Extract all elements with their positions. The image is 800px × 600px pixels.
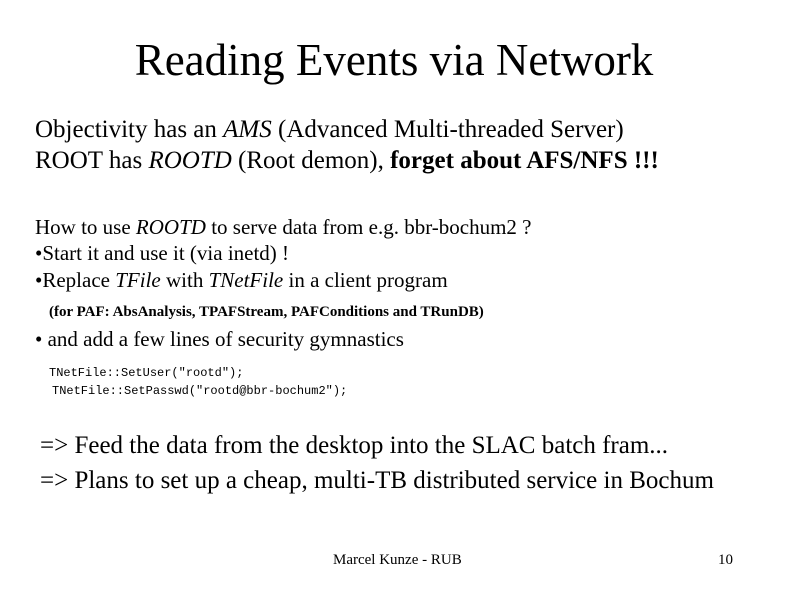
text: (Root demon), — [231, 147, 391, 174]
text: to serve data from e.g. bbr-bochum2 ? — [205, 215, 532, 239]
how-to-line — [35, 214, 532, 240]
text: ROOT has — [35, 147, 149, 174]
paf-note: (for PAF: AbsAnalysis, TPAFStream, PAFConditions and TRunDB) — [49, 304, 484, 320]
page-number: 10 — [718, 552, 733, 568]
text: (Advanced Multi-threaded Server) — [271, 116, 624, 143]
text: with — [160, 268, 209, 292]
text: in a client program — [283, 268, 448, 292]
bullet-security: • and add a few lines of security gymnastics — [35, 327, 404, 351]
footer-author: Marcel Kunze - RUB — [333, 552, 462, 568]
bullet-start: •Start it and use it (via inetd) ! — [35, 241, 290, 265]
code-set-user: TNetFile::SetUser("rootd"); — [49, 366, 244, 380]
text: How to use — [35, 215, 136, 239]
text: •Replace — [35, 268, 116, 292]
emphasis-text: forget about AFS/NFS !!! — [390, 147, 659, 174]
code-set-passwd: TNetFile::SetPasswd("rootd@bbr-bochum2"); — [52, 384, 348, 398]
tfile-term: TFile — [115, 268, 161, 292]
rootd-term: ROOTD — [135, 215, 206, 239]
arrow-line-plans: => Plans to set up a cheap, multi-TB distributed service in Bochum — [40, 467, 714, 494]
rootd-term: ROOTD — [148, 147, 232, 174]
arrow-line-feed: => Feed the data from the desktop into the SLAC batch fram... — [40, 432, 669, 459]
root-line — [35, 146, 659, 176]
objectivity-line — [35, 115, 624, 145]
text: Objectivity has an — [35, 116, 224, 143]
ams-term: AMS — [223, 116, 272, 143]
tnetfile-term: TNetFile — [208, 268, 284, 292]
slide-title: Reading Events via Network — [134, 35, 654, 85]
bullet-replace — [35, 267, 448, 293]
